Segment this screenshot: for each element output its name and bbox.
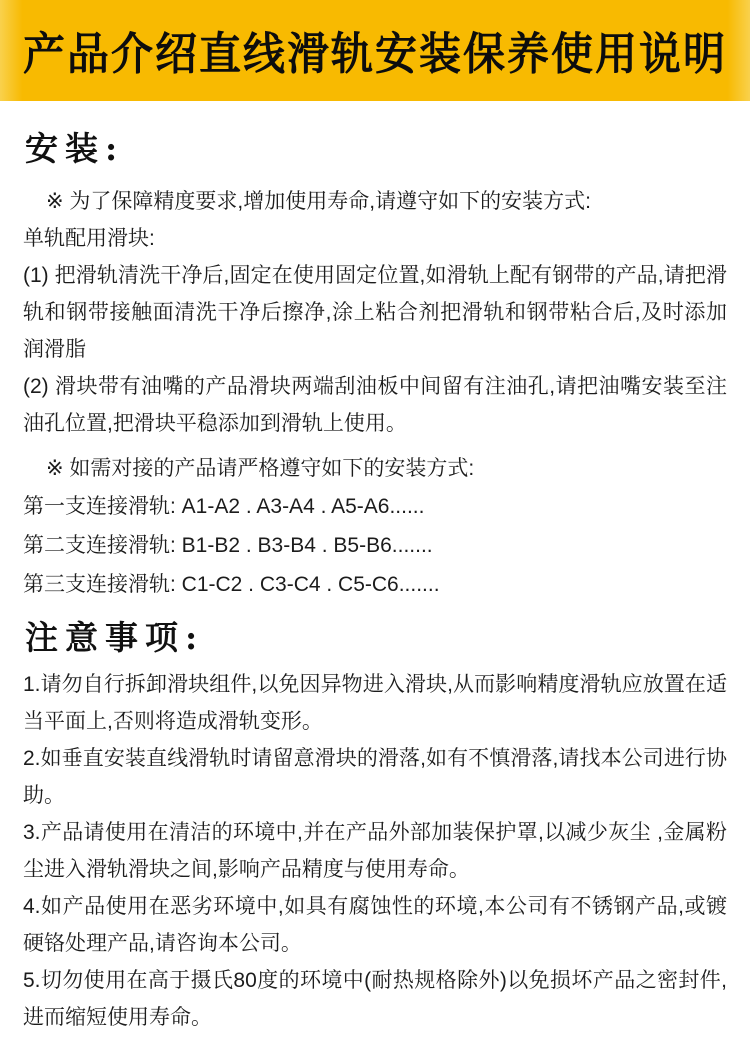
single-rail-label: 单轨配用滑块: bbox=[23, 227, 155, 250]
rail-connection-line-1: 第一支连接滑轨: A1-A2 . A3-A4 . A5-A6...... bbox=[23, 495, 425, 518]
page-title: 产品介绍直线滑轨安装保养使用说明 bbox=[22, 27, 727, 80]
document-body bbox=[0, 101, 750, 1036]
install-tip: ※ 为了保障精度要求,增加使用寿命,请遵守如下的安装方式: bbox=[46, 190, 591, 213]
notice-item-2: 2.如垂直安装直线滑轨时请留意滑块的滑落,如有不慎滑落,请找本公司进行协助。 bbox=[23, 747, 727, 807]
joint-install-tip: ※ 如需对接的产品请严格遵守如下的安装方式: bbox=[46, 457, 475, 480]
install-step-2: (2) 滑块带有油嘴的产品滑块两端刮油板中间留有注油孔,请把油嘴安装至注油孔位置,把滑块平稳添加到滑轨上使用。 bbox=[23, 375, 727, 435]
notice-item-3: 3.产品请使用在清洁的环境中,并在产品外部加装保护罩,以减少灰尘 ,金属粉尘进入滑轨滑块之间,影响产品精度与使用寿命。 bbox=[23, 821, 727, 881]
install-section-heading: 安装: bbox=[25, 129, 125, 168]
notice-item-1: 1.请勿自行拆卸滑块组件,以免因异物进入滑块,从而影响精度滑轨应放置在适当平面上,否则将造成滑轨变形。 bbox=[23, 673, 727, 733]
title-banner bbox=[0, 0, 750, 101]
rail-connection-line-2: 第二支连接滑轨: B1-B2 . B3-B4 . B5-B6....... bbox=[23, 534, 433, 557]
notice-item-5: 5.切勿使用在高于摄氏80度的环境中(耐热规格除外)以免损坏产品之密封件,进而缩短使用寿命。 bbox=[23, 969, 727, 1029]
notice-section-heading: 注意事项: bbox=[25, 618, 205, 657]
install-step-1: (1) 把滑轨清洗干净后,固定在使用固定位置,如滑轨上配有钢带的产品,请把滑轨和钢带接触面清洗干净后擦净,涂上粘合剂把滑轨和钢带粘合后,及时添加润滑脂 bbox=[23, 264, 727, 361]
rail-connection-line-3: 第三支连接滑轨: C1-C2 . C3-C4 . C5-C6....... bbox=[23, 573, 440, 596]
notice-item-4: 4.如产品使用在恶劣环境中,如具有腐蚀性的环境,本公司有不锈钢产品,或镀硬铬处理产品,请咨询本公司。 bbox=[23, 895, 727, 955]
